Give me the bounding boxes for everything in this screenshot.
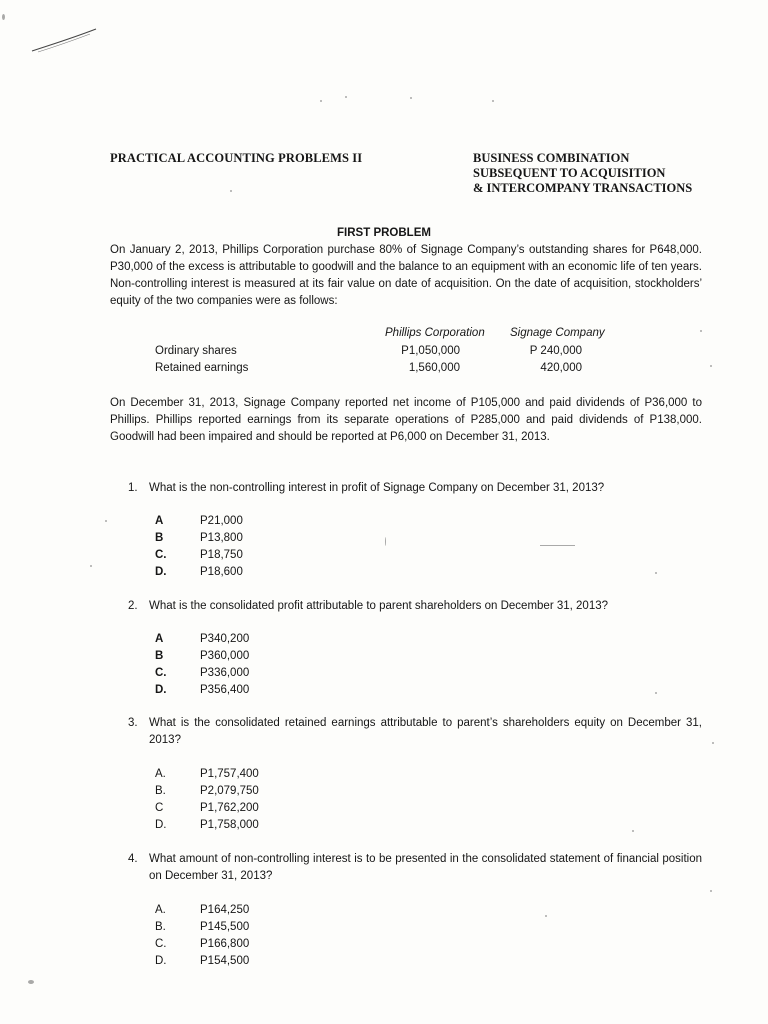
row-label: Ordinary shares	[155, 345, 237, 357]
choice-letter: D.	[155, 684, 167, 696]
choice-value: P166,800	[200, 938, 250, 950]
choice-value: P21,000	[200, 515, 243, 527]
course-title: PRACTICAL ACCOUNTING PROBLEMS II	[110, 151, 363, 165]
question-text: What is the non-controlling interest in profit of Signage Company on December 31, 2013?	[149, 482, 605, 494]
section-title: FIRST PROBLEM	[337, 227, 431, 239]
signage-value: 420,000	[540, 362, 582, 374]
problem-paragraph: On December 31, 2013, Signage Company reported net income of P105,000 and paid dividends of P36,000 to Phillips. Phillips reported earnings from its separate operations of P285,000 and paid dividends of P138,000. Goodwill had been impaired and should be reported at P6,000 on December 31, 2013.	[110, 397, 702, 443]
choice-value: P18,750	[200, 549, 243, 561]
choice-letter: A.	[155, 768, 166, 780]
topic-line: SUBSEQUENT TO ACQUISITION	[473, 166, 666, 180]
choice-letter: B	[155, 650, 164, 662]
question-number: 4.	[128, 853, 138, 865]
choice-letter: C	[155, 802, 164, 814]
choice-letter: A	[155, 515, 164, 527]
pen-scribble-mark	[30, 25, 100, 55]
choice-letter: A	[155, 633, 164, 645]
choice-letter: C.	[155, 549, 167, 561]
question-text: What is the consolidated retained earnings attributable to parent’s shareholders equity on December 31, 2013?	[149, 717, 702, 746]
choice-letter: D.	[155, 566, 167, 578]
signage-value: P 240,000	[529, 345, 582, 357]
choice-letter: C.	[155, 938, 167, 950]
choice-value: P13,800	[200, 532, 243, 544]
row-label: Retained earnings	[155, 362, 249, 374]
choice-value: P164,250	[200, 904, 250, 916]
choice-letter: C.	[155, 667, 167, 679]
column-header-signage: Signage Company	[510, 327, 605, 339]
choice-letter: B	[155, 532, 164, 544]
choice-value: P340,200	[200, 633, 250, 645]
question-number: 2.	[128, 600, 138, 612]
topic-line: BUSINESS COMBINATION	[473, 151, 630, 165]
question-text: What amount of non-controlling interest is to be presented in the consolidated statement of financial position on December 31, 2013?	[149, 853, 702, 882]
phillips-value: 1,560,000	[408, 362, 460, 374]
choice-value: P1,758,000	[200, 819, 259, 831]
choice-value: P360,000	[200, 650, 250, 662]
choice-letter: D.	[155, 955, 167, 967]
choice-value: P2,079,750	[200, 785, 259, 797]
choice-value: P145,500	[200, 921, 250, 933]
choice-value: P1,762,200	[200, 802, 259, 814]
choice-letter: D.	[155, 819, 167, 831]
question-number: 1.	[128, 482, 138, 494]
phillips-value: P1,050,000	[401, 345, 460, 357]
choice-value: P154,500	[200, 955, 250, 967]
choice-letter: B.	[155, 921, 166, 933]
choice-value: P336,000	[200, 667, 250, 679]
choice-value: P356,400	[200, 684, 250, 696]
problem-paragraph: On January 2, 2013, Phillips Corporation purchase 80% of Signage Company’s outstanding shares for P648,000. P30,000 of the excess is attributable to goodwill and the balance to an equipment with an economic life of ten years. Non-controlling interest is measured at its fair value on date of acquisition. On the date of acquisition, stockholders’ equity of the two companies were as follows:	[110, 244, 702, 307]
choice-letter: A.	[155, 904, 166, 916]
topic-title	[473, 151, 692, 196]
topic-line: & INTERCOMPANY TRANSACTIONS	[473, 181, 693, 195]
choice-value: P1,757,400	[200, 768, 259, 780]
choice-value: P18,600	[200, 566, 243, 578]
column-header-phillips: Phillips Corporation	[385, 327, 485, 339]
choice-letter: B.	[155, 785, 166, 797]
question-number: 3.	[128, 717, 138, 729]
question-text: What is the consolidated profit attributable to parent shareholders on December 31, 2013?	[149, 600, 609, 612]
